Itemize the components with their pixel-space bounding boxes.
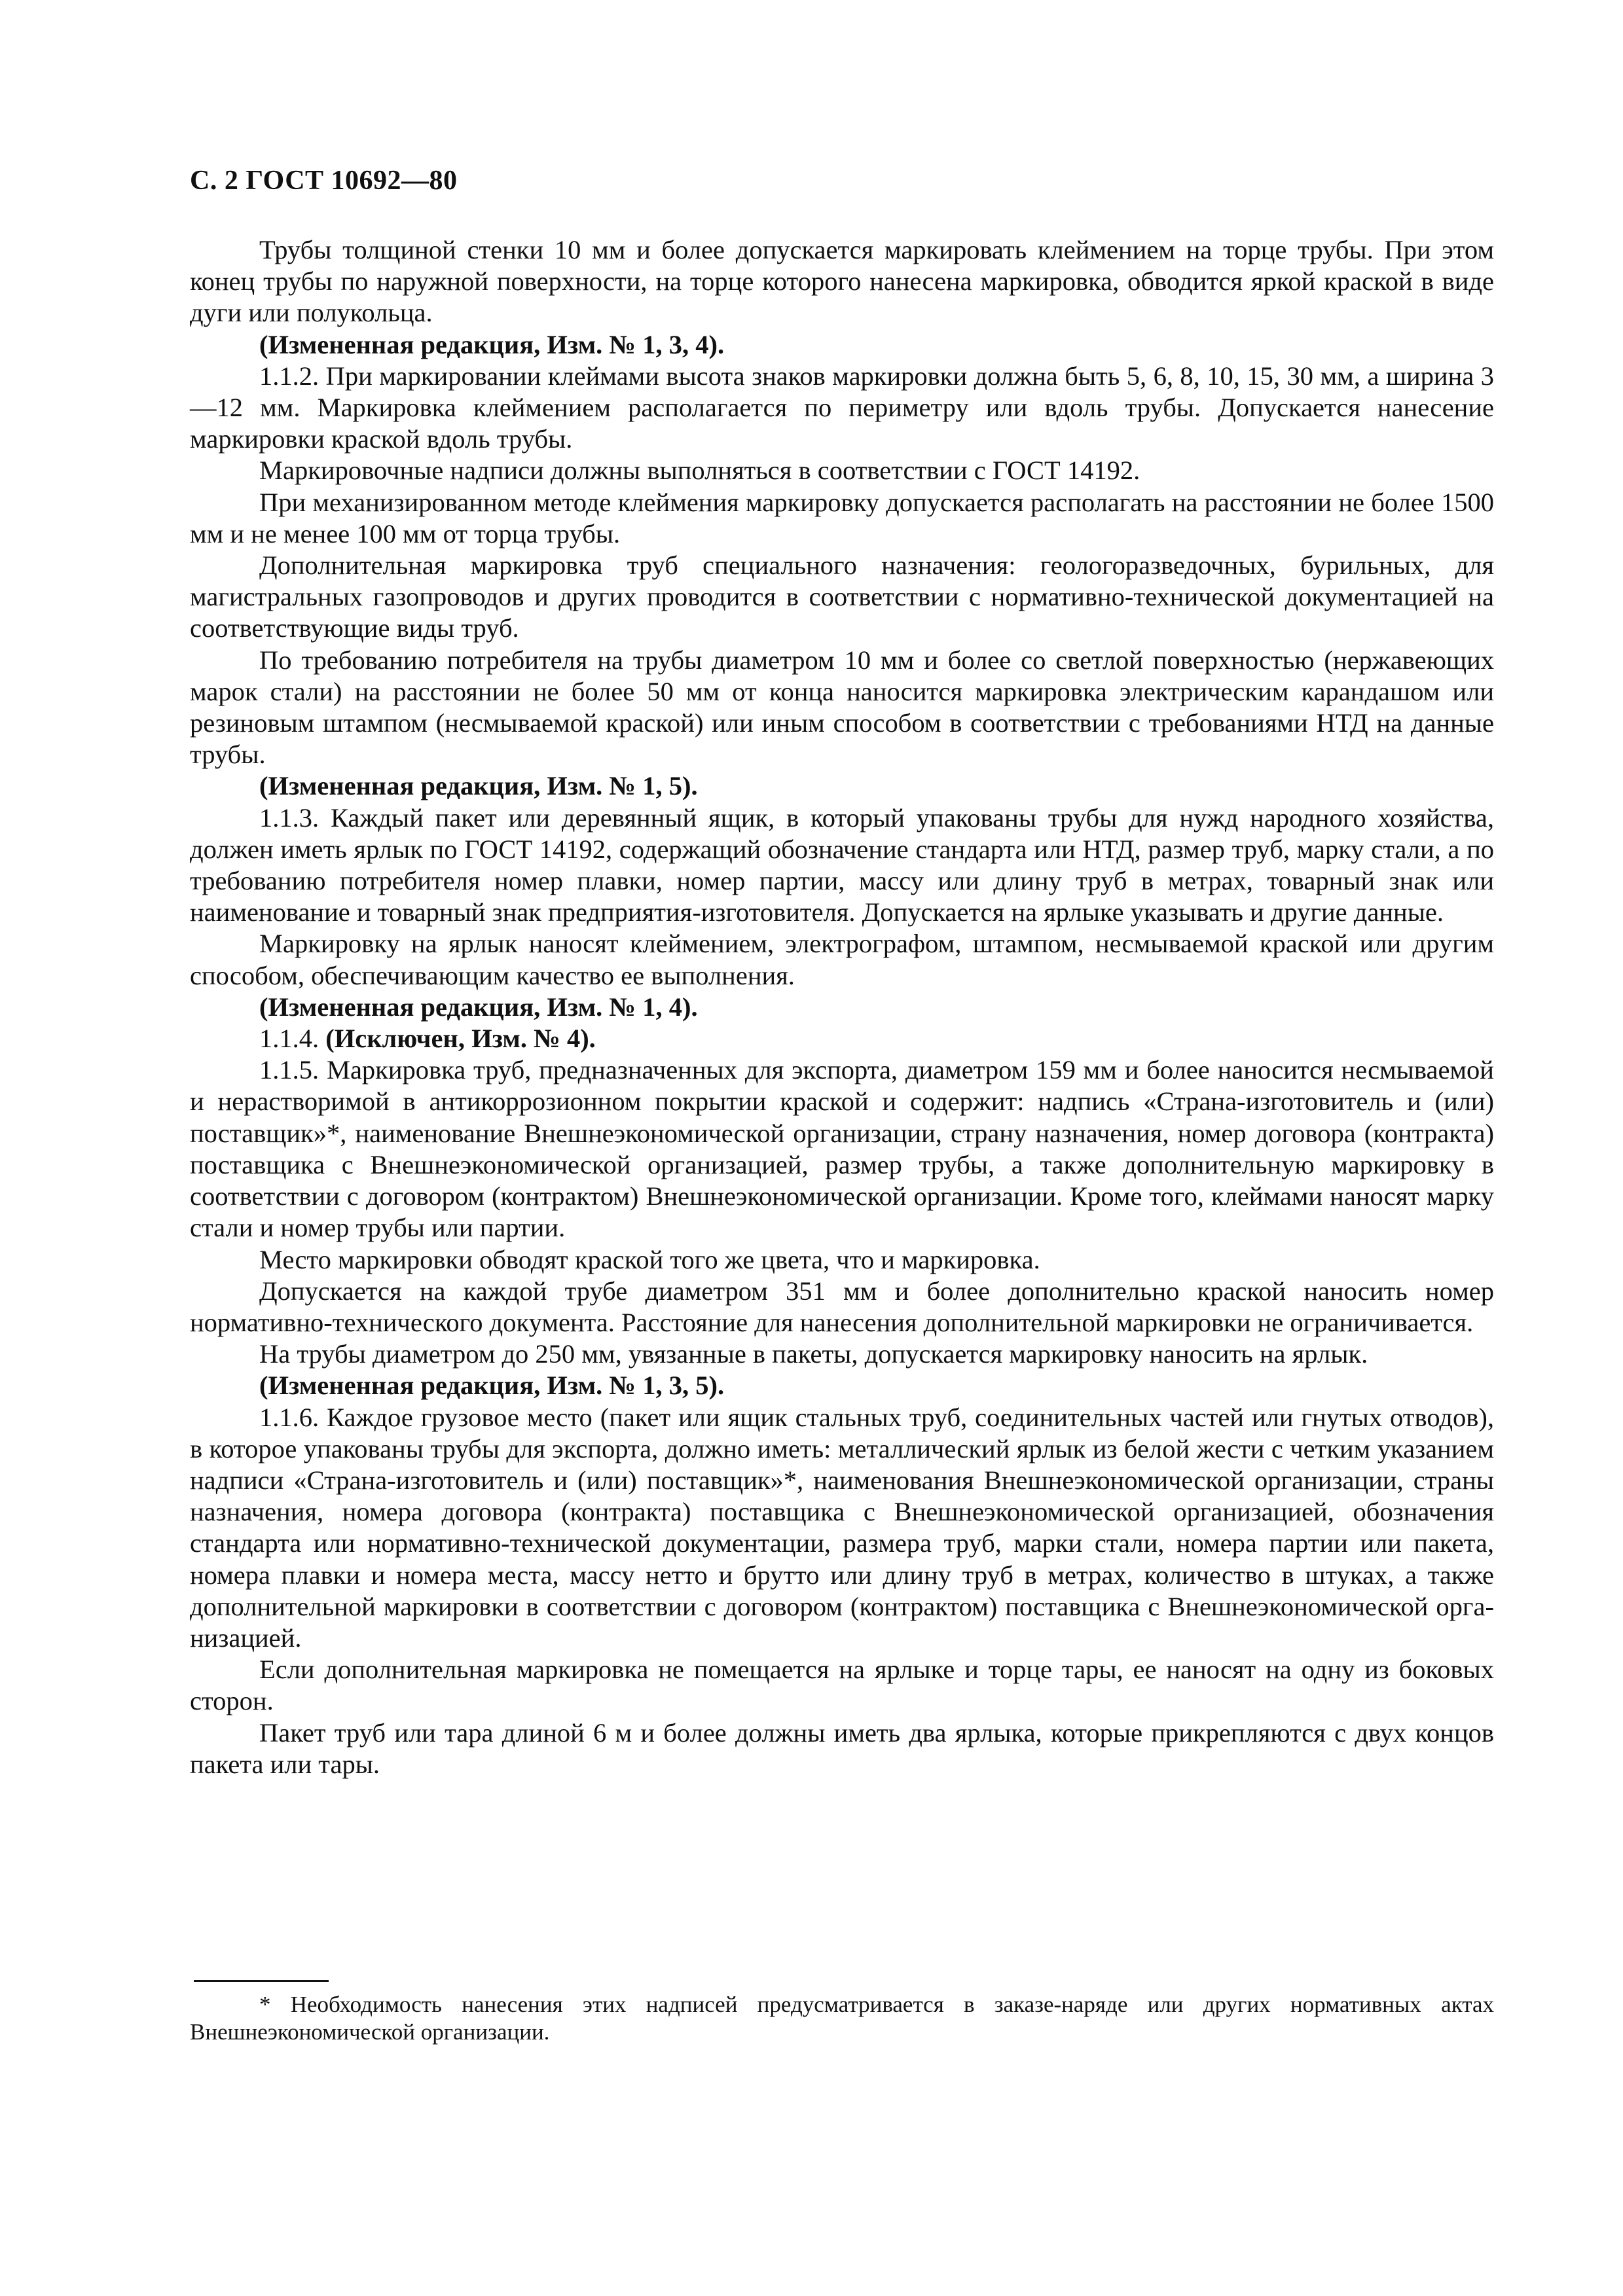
paragraph: Место маркировки обводят краской того же цвета, что и маркировка. xyxy=(259,1244,1040,1274)
clause-number: 1.1.4. xyxy=(259,1024,319,1054)
paragraph: Дополнительная маркировка труб специального назначения: геологоразведочных, бурильных, для магистральных газопроводов и других проводится в соответствии с нормативно-технической документацией на соответствующие виды труб. xyxy=(190,550,1494,643)
paragraph: Маркировку на ярлык наносят клеймением, электрографом, штампом, несмываемой краской или другим способом, обеспечивающим качество ее выполнения. xyxy=(190,929,1494,990)
amendment-note: (Измененная редакция, Изм. № 1, 3, 5). xyxy=(259,1371,725,1401)
amendment-note: (Измененная редакция, Изм. № 1, 3, 4). xyxy=(259,329,725,359)
paragraph-1-1-4 xyxy=(190,1023,1494,1054)
amendment-note: (Измененная редакция, Изм. № 1, 5). xyxy=(259,771,698,801)
paragraph: Допускается на каждой трубе диаметром 351 мм и более дополнительно краской наносить номер нормативно-технического документа. Расстояние для нанесения дополнительной маркировки не ограничивается. xyxy=(190,1276,1494,1337)
paragraph: Трубы толщиной стенки 10 мм и более допускается маркировать клеймением на торце трубы. При этом конец трубы по наружной поверхности, на торце которого нанесена маркировка, обводится яркой краской в виде дуги или полукольца. xyxy=(190,235,1494,328)
paragraph: Пакет труб или тара длиной 6 м и более должны иметь два ярлыка, которые прикрепляются с двух концов пакета или тары. xyxy=(190,1717,1494,1779)
footnote: * Необходимость нанесения этих надписей предусматривается в заказе-наряде или других нормативных актах Внешнеэкономической организации. xyxy=(190,1992,1494,2045)
paragraph-1-1-2: 1.1.2. При маркировании клеймами высота знаков маркировки должна быть 5, 6, 8, 10, 15, 30 мм, а ширина 3—12 мм. Маркировка клеймением располагается по периметру или вдоль трубы. Допускается нанесение маркировки краской вдоль трубы. xyxy=(190,361,1494,454)
paragraph: На трубы диаметром до 250 мм, увязанные в пакеты, допускается маркировку наносить на ярлык. xyxy=(259,1339,1368,1369)
paragraph: По требованию потребителя на трубы диаметром 10 мм и более со светлой поверхностью (нержавеющих марок стали) на расстоянии не более 50 мм от конца наносится маркировка электрическим карандашом или резиновым штампом (несмываемой краской) или иным способом в соответствии с требованиями НТД на данные трубы. xyxy=(190,645,1494,770)
paragraph: Маркировочные надписи должны выполняться в соответствии с ГОСТ 14192. xyxy=(259,456,1140,486)
footnote-divider xyxy=(194,1980,329,1982)
paragraph-1-1-5: 1.1.5. Маркировка труб, предназначенных для экспорта, диаметром 159 мм и более наносится несмываемой и нерастворимой в антикоррозионном покрытии краской и содержит: надпись «Страна-изготовитель и (или) поставщик»*, наименование Внешнеэкономической организации, страну назначения, номер договора (контракта) поставщика с Внешнеэкономической организацией, размер трубы, а также дополнительную маркировку в соответствии с договором (контрактом) Внешнеэкономической организации. Кроме того, клеймами наносят марку стали и номер трубы или партии. xyxy=(190,1055,1494,1243)
amendment-note: (Измененная редакция, Изм. № 1, 4). xyxy=(259,992,698,1022)
document-body xyxy=(190,234,1494,1780)
page-header: С. 2 ГОСТ 10692—80 xyxy=(190,166,458,196)
paragraph: При механизированном методе клеймения маркировку допускается располагать на расстоянии не более 1500 мм и не менее 100 мм от торца трубы. xyxy=(190,487,1494,548)
paragraph: Если дополнительная маркировка не помещается на ярлыке и торце тары, ее наносят на одну из боковых сторон. xyxy=(190,1655,1494,1716)
excluded-note: (Исключен, Изм. № 4). xyxy=(325,1024,596,1054)
paragraph-1-1-6: 1.1.6. Каждое грузовое место (пакет или ящик стальных труб, соединительных частей или гнутых отводов), в которое упакованы трубы для экспорта, должно иметь: металлический ярлык из белой жести с четким указанием надписи «Страна-изготовитель и (или) поставщик»*, наименования Внешнеэкономической организации, страны назначения, номера договора (контракта) поставщика с Внешнеэкономической организацией, обозначения стандарта или нормативно-технической документации, размера труб, марки стали, номера партии или пакета, номера плавки и номера места, массу нетто и брутто или длину труб в метрах, количество в штуках, а также дополнительной маркировки в соответствии с договором (контрактом) поставщика с Внешнеэкономической организацией. xyxy=(190,1402,1494,1653)
paragraph-1-1-3: 1.1.3. Каждый пакет или деревянный ящик, в который упакованы трубы для нужд народного хозяйства, должен иметь ярлык по ГОСТ 14192, содержащий обозначение стандарта или НТД, размер труб, марку стали, а по требованию потребителя номер плавки, номер партии, массу или длину труб в метрах, товарный знак или наименование и товарный знак предприятия-изготовителя. Допускается на ярлыке указывать и другие данные. xyxy=(190,802,1494,927)
